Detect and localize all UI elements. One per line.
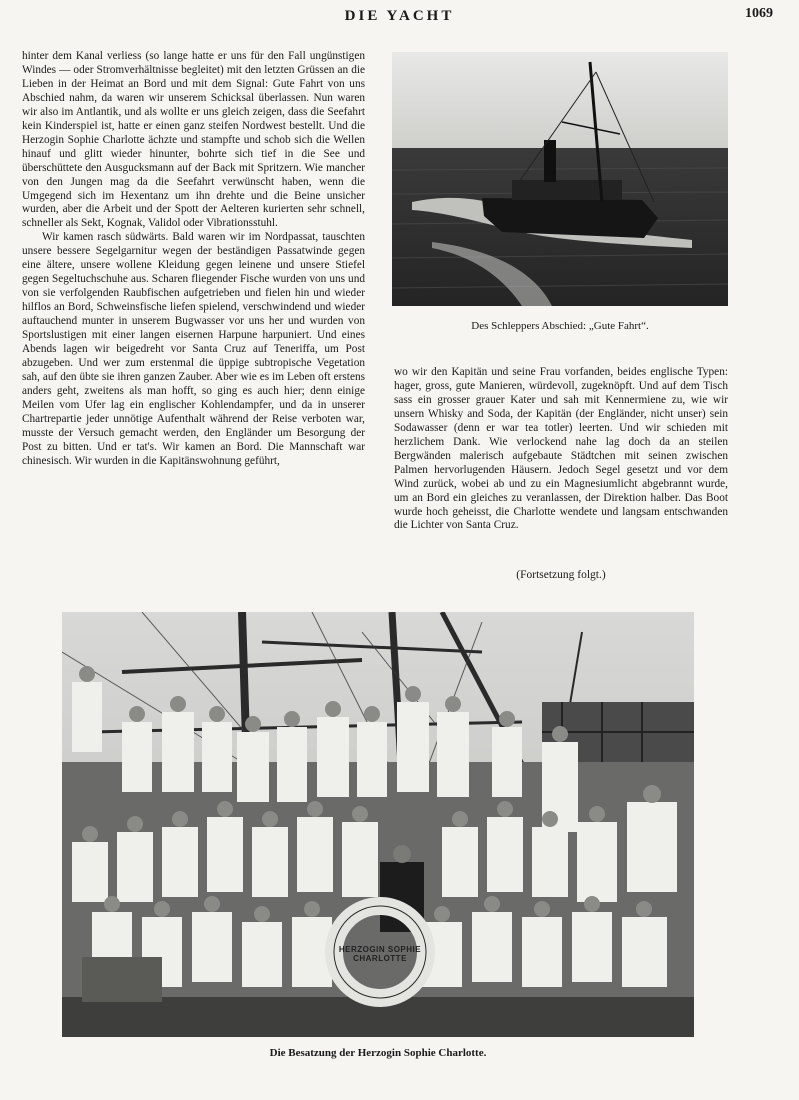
page-number: 1069 [745,6,773,21]
article-column-left [22,50,365,469]
tugboat-caption: Des Schleppers Abschied: „Gute Fahrt“. [471,320,649,332]
paragraph: Wir kamen rasch südwärts. Bald waren wir im Nordpassat, tauschten unsere bessere Segelgarnitur wegen der beständigen Passatwinde gegen eine ältere, unsere wollene Kleidung gegen leinene und unsere Stiefel gegen Segeltuchschuhe aus. Scharen fliegender Fische wurden von uns und von sie verfolgenden Raubfischen aufgetrieben und fielen hin und wieder hilflos an Bord, Schweinsfische liefen spielend, verschwindend und wieder auftauchend munter in unserem Bugwasser vor uns her und wurden von Sportslustigen mit einer langen eisernen Harpune harpuniert. Und eines Abends lagen wir beigedreht vor Santa Cruz auf Teneriffa, um Post abzugeben. Und wer zum erstenmal die üppige subtropische Vegetation sah, auf den übte sie ihren ganzen Zauber. Aber wie es im Leben oft erstens anders geht, zweitens als man hofft, so ging es auch hier; denn einige Meilen vom Ufer lag ein englischer Kohlendampfer, und da in unserer Chartrepartie jeder unnötige Aufenthalt während der Reise verboten war, musste der Versuch gemacht werden, den Engländer um Besorgung der Post zu bitten. Und er tat's. Wir kamen an Bord. Die Mannschaft war chinesisch. Wir wurden in die Kapitänswohnung geführt, [22,231,365,467]
lifebuoy-text: HERZOGIN SOPHIE CHARLOTTE [338,945,422,963]
paragraph: wo wir den Kapitän und seine Frau vorfanden, beides englische Typen: hager, gross, gute Manieren, würdevoll, zugeknöpft. Und auf dem Tisch sass ein grosser grauer Kater und sah mit Kennermiene zu, wie wir unsern Whisky and Soda, der Kapitän (der Engländer, nicht unser) sein Sodawasser (denn er war tea totler) leerten. Und wir schieden mit herzlichem Dank. Wie verlockend nahe lag doch da an steilen Bergwänden malerisch aufgebaute Städtchen mit seinen zwischen Palmen hervorlugenden Häusern. Jedoch Segel gesetzt und vor dem Wind zurück, wobei ab und zu ein Magnesiumlicht abgebrannt wurde, um an Bord ein gleiches zu veranlassen, der Direktion halber. Das Boot wurde hoch geheisst, die Charlotte wendete und langsam entschwanden die Lichter von Santa Cruz. [394,366,728,532]
article-column-right [394,366,728,533]
crew-caption: Die Besatzung der Herzogin Sophie Charlotte. [269,1047,487,1059]
continuation-note: (Fortsetzung folgt.) [516,569,606,581]
tugboat-photo [392,52,728,306]
crew-photo [62,612,694,1037]
paragraph: hinter dem Kanal verliess (so lange hatte er uns für den Fall ungünstigen Windes — oder Stromverhältnisse begleitet) mit den letzten Grüssen an die Lieben in der Heimat an Bord und mit dem Signal: Gute Fahrt von uns Abschied nahm, da waren wir unserem Schicksal überlassen. Nun waren wir also im Antlantik, und als wollte er uns gleich zeigen, dass die Seefahrt kein Kinderspiel ist, hatte er einen ganz steifen Nordwest bestellt. Und die Herzogin Sophie Charlotte ächzte und stampfte und schob sich die Wellen hinauf und glitt wieder hinunter, bohrte sich tief in die See und überschüttete den Ausgucksmann auf der Back mit Spritzern. Wie mancher von den Jungen mag da die Seefahrt verwünscht haben, wenn die Umgegend sich im Hexentanz um ihn drehte und die Beine unsicher wurden, aber die Arbeit und der Spott der Aelteren kurierten sehr schnell, schneller als Sekt, Kognak, Validol oder Vibrationsstuhl. [22,50,365,230]
journal-title: DIE YACHT [344,8,455,24]
